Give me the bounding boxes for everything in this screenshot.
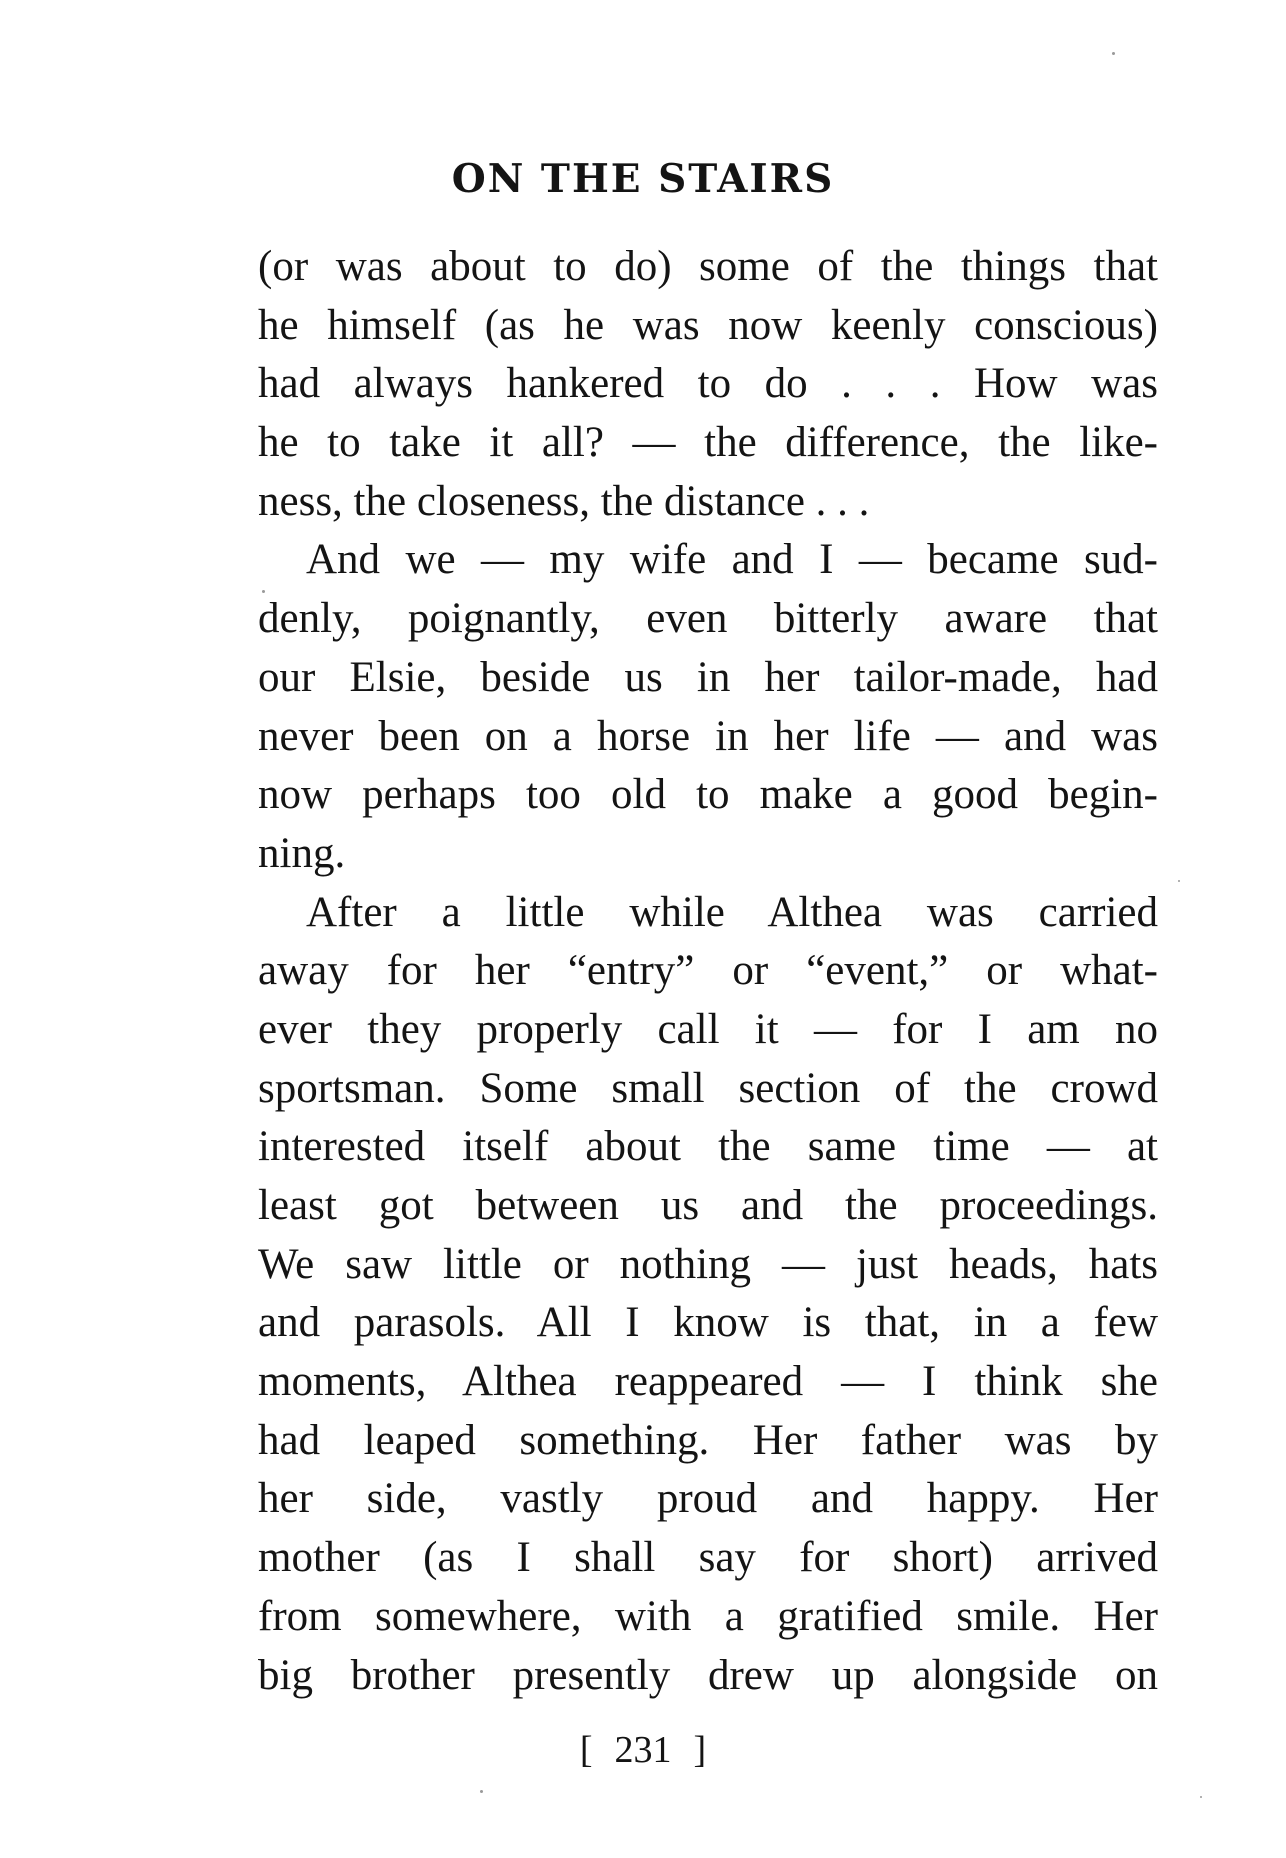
text-line: (or was about to do) some of the things that [258, 243, 1158, 290]
text-line: We saw little or nothing — just heads, hats [258, 1240, 1158, 1288]
body-text [258, 238, 1158, 1705]
text-line: ness, the closeness, the distance . . . [258, 477, 870, 525]
text-line: big brother presently drew up alongside on [258, 1651, 1158, 1699]
text-line: least got between us and the proceedings. [258, 1182, 1158, 1229]
text-line: from somewhere, with a gratified smile. Her [258, 1592, 1158, 1640]
text-line: ning. [258, 829, 346, 877]
folio-close-bracket: ] [693, 1729, 707, 1771]
text-line: moments, Althea reappeared — I think she [258, 1358, 1158, 1406]
text-line: And we — my wife and I — became sud- [306, 536, 1158, 584]
text-line: he to take it all? — the difference, the like- [258, 419, 1158, 467]
text-line: mother (as I shall say for short) arrived [258, 1534, 1158, 1582]
text-line: he himself (as he was now keenly conscious) [258, 301, 1158, 349]
text-line: ever they properly call it — for I am no [258, 1005, 1158, 1053]
running-head: ON THE STAIRS [451, 156, 835, 202]
page-number [0, 1728, 1286, 1772]
folio-number: 231 [614, 1729, 672, 1771]
paper-speck [1178, 880, 1180, 882]
paper-speck [480, 1790, 483, 1793]
paper-speck [262, 590, 265, 593]
text-line: denly, poignantly, even bitterly aware that [258, 595, 1158, 643]
paper-speck [1112, 52, 1115, 55]
text-line: away for her “entry” or “event,” or what- [258, 947, 1158, 995]
text-line: After a little while Althea was carried [306, 888, 1158, 936]
text-line: and parasols. All I know is that, in a few [258, 1299, 1158, 1347]
text-line: never been on a horse in her life — and was [258, 712, 1158, 760]
folio-open-bracket: [ [579, 1729, 593, 1771]
text-line: sportsman. Some small section of the crowd [258, 1064, 1158, 1112]
paper-speck [1200, 1796, 1202, 1798]
text-line: our Elsie, beside us in her tailor-made, had [258, 653, 1158, 701]
text-line: had leaped something. Her father was by [258, 1416, 1158, 1464]
text-line: had always hankered to do . . . How was [258, 360, 1158, 408]
text-line: interested itself about the same time — at [258, 1123, 1158, 1171]
text-line: now perhaps too old to make a good begin- [258, 771, 1158, 819]
text-line: her side, vastly proud and happy. Her [258, 1475, 1158, 1523]
